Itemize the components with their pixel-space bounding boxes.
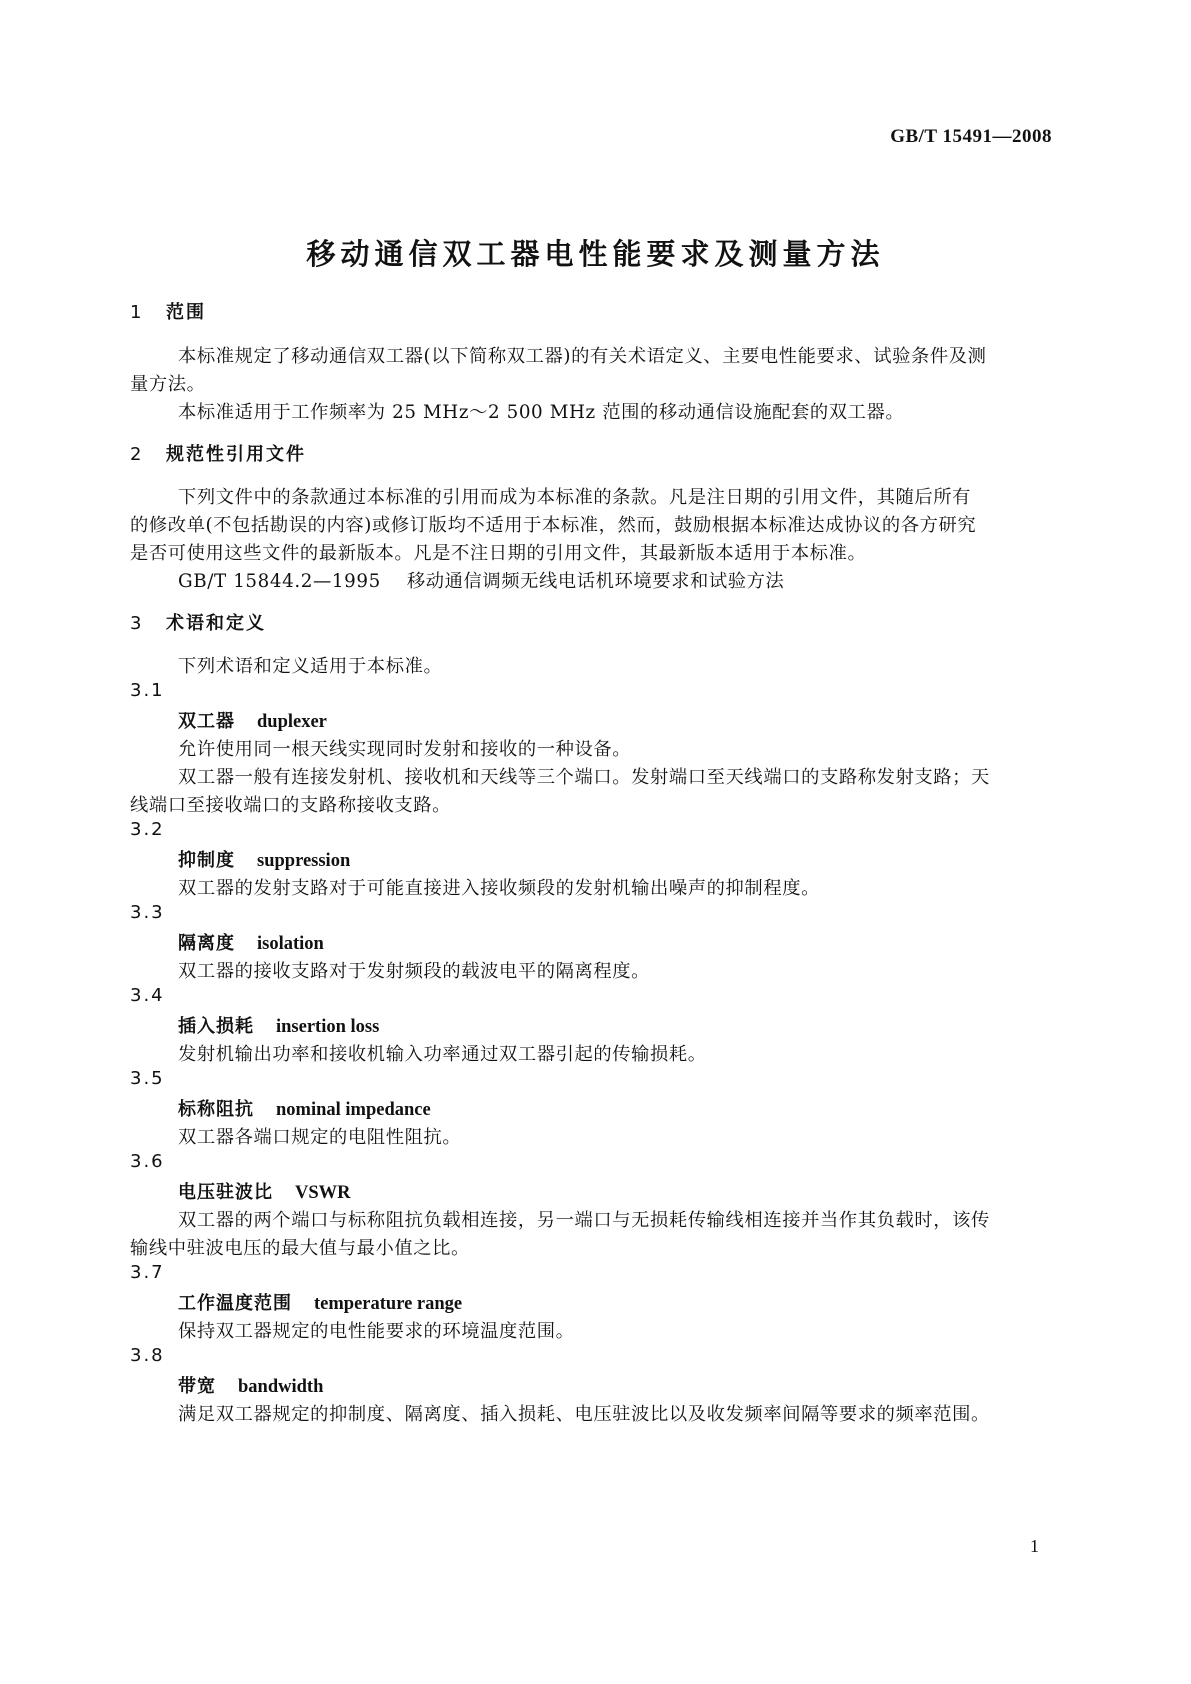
reference-entry: [178, 567, 784, 593]
section-title: 术语和定义: [166, 613, 266, 634]
term-zh: 双工器: [178, 711, 235, 732]
definition-line: 保持双工器规定的电性能要求的环境温度范围。: [178, 1321, 575, 1342]
clause-number: 3.6: [130, 1151, 165, 1172]
section-number: 2: [130, 444, 144, 465]
term-en: isolation: [257, 934, 324, 954]
section-number: 1: [130, 302, 144, 323]
clause-number: 3.8: [130, 1345, 165, 1366]
term-zh: 带宽: [178, 1376, 216, 1397]
clause-number: 3.7: [130, 1262, 165, 1283]
reference-title: 移动通信调频无线电话机环境要求和试验方法: [406, 571, 785, 592]
term-heading: [178, 707, 327, 733]
term-en: duplexer: [257, 712, 327, 732]
term-zh: 工作温度范围: [178, 1293, 292, 1314]
section-title: 规范性引用文件: [166, 444, 306, 465]
definition-line: 双工器的两个端口与标称阻抗负载相连接，另一端口与无损耗传输线相连接并当作其负载时，该传: [178, 1210, 990, 1231]
paragraph-line: 本标准规定了移动通信双工器(以下简称双工器)的有关术语定义、主要电性能要求、试验条件及测: [178, 346, 987, 367]
term-heading: [178, 929, 324, 955]
definition-line: 双工器各端口规定的电阻性阻抗。: [178, 1127, 462, 1148]
section-title: 范围: [166, 302, 206, 323]
page-number: 1: [1030, 1536, 1039, 1556]
paragraph-line: 下列文件中的条款通过本标准的引用而成为本标准的条款。凡是注日期的引用文件，其随后所有: [178, 487, 972, 508]
term-en: temperature range: [314, 1294, 463, 1314]
document-title: 移动通信双工器电性能要求及测量方法: [306, 237, 885, 271]
term-zh: 电压驻波比: [178, 1182, 273, 1203]
term-en: suppression: [257, 851, 351, 871]
reference-code: GB/T 15844.2—1995: [178, 571, 381, 592]
section-heading-normative-references: [130, 440, 306, 466]
term-en: nominal impedance: [276, 1100, 431, 1120]
definition-line: 线端口至接收端口的支路称接收支路。: [130, 795, 451, 816]
definition-line: 允许使用同一根天线实现同时发射和接收的一种设备。: [178, 739, 632, 760]
paragraph-line: 的修改单(不包括勘误的内容)或修订版均不适用于本标准，然而，鼓励根据本标准达成协议的各方研究: [130, 515, 977, 536]
clause-number: 3.2: [130, 819, 165, 840]
term-en: insertion loss: [276, 1017, 380, 1037]
clause-number: 3.1: [130, 680, 165, 701]
paragraph-line: 量方法。: [130, 374, 206, 395]
clause-number: 3.4: [130, 985, 165, 1006]
section-number: 3: [130, 613, 144, 634]
term-heading: [178, 1178, 351, 1204]
term-heading: [178, 1289, 462, 1315]
definition-line: 发射机输出功率和接收机输入功率通过双工器引起的传输损耗。: [178, 1044, 707, 1065]
definition-line: 双工器一般有连接发射机、接收机和天线等三个端口。发射端口至天线端口的支路称发射支路；天: [178, 767, 990, 788]
definition-line: 输线中驻波电压的最大值与最小值之比。: [130, 1238, 470, 1259]
section-heading-scope: [130, 298, 206, 324]
term-heading: [178, 1095, 431, 1121]
paragraph-line: 本标准适用于工作频率为 25 MHz～2 500 MHz 范围的移动通信设施配套的双工器。: [178, 402, 905, 423]
term-heading: [178, 1012, 379, 1038]
clause-number: 3.5: [130, 1068, 165, 1089]
term-zh: 标称阻抗: [178, 1099, 254, 1120]
clause-number: 3.3: [130, 902, 165, 923]
standard-number: GB/T 15491—2008: [890, 126, 1052, 147]
term-heading: [178, 846, 350, 872]
paragraph-line: 下列术语和定义适用于本标准。: [178, 656, 443, 677]
term-zh: 抑制度: [178, 850, 235, 871]
section-heading-terms: [130, 609, 266, 635]
term-en: VSWR: [295, 1183, 351, 1203]
definition-line: 满足双工器规定的抑制度、隔离度、插入损耗、电压驻波比以及收发频率间隔等要求的频率范围。: [178, 1404, 990, 1425]
term-en: bandwidth: [238, 1377, 324, 1397]
term-heading: [178, 1372, 323, 1398]
paragraph-line: 是否可使用这些文件的最新版本。凡是不注日期的引用文件，其最新版本适用于本标准。: [130, 543, 867, 564]
term-zh: 插入损耗: [178, 1016, 254, 1037]
term-zh: 隔离度: [178, 933, 235, 954]
definition-line: 双工器的接收支路对于发射频段的载波电平的隔离程度。: [178, 961, 651, 982]
definition-line: 双工器的发射支路对于可能直接进入接收频段的发射机输出噪声的抑制程度。: [178, 878, 820, 899]
